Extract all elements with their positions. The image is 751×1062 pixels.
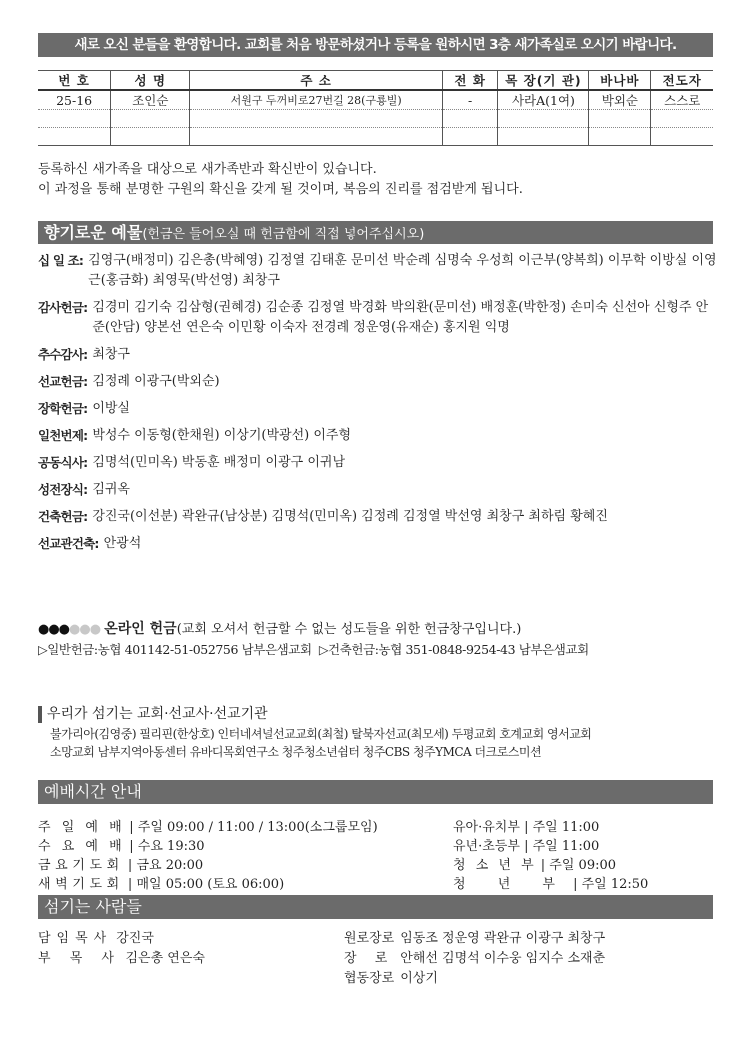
worship-item: 새벽기도회 | 매일 05:00 (토요 06:00) xyxy=(38,877,285,892)
worship-time: 주일 12:50 xyxy=(581,877,649,892)
supported-ministries xyxy=(38,706,738,761)
cell-phone xyxy=(442,128,498,146)
col-header-phone: 전 화 xyxy=(442,71,498,91)
offering-row-tithe xyxy=(38,251,718,291)
offering-label: 성전장식: xyxy=(38,482,88,497)
worship-time: 주일 11:00 xyxy=(532,839,600,854)
cell-barnabas xyxy=(589,110,651,128)
supported-ministries-title: 우리가 섬기는 교회·선교사·선교기관 xyxy=(38,706,738,723)
building-account: ▷건축헌금:농협 351-0848-9254-43 남부은샘교회 xyxy=(318,642,589,657)
offering-names: 김정례 이광구(박외순) xyxy=(92,374,220,389)
worship-banner: 예배시간 안내 xyxy=(38,780,713,804)
online-offering-title: 온라인 헌금 xyxy=(104,621,177,637)
worship-item: 청 년 부 | 주일 12:50 xyxy=(453,877,649,892)
new-member-table xyxy=(38,70,713,146)
offering-row-thousand xyxy=(38,426,718,446)
cell-number xyxy=(38,128,111,146)
cell-group: 사라A(1여) xyxy=(498,90,589,110)
supported-ministries-line: 소망교회 남부지역아동센터 유바디목회연구소 청주청소년쉼터 청주CBS 청주YMCA 더크로스미션 xyxy=(50,745,542,759)
cell-evangelist xyxy=(651,110,713,128)
col-header-number: 번 호 xyxy=(38,71,111,91)
online-offering xyxy=(38,619,738,660)
cell-name: 조인순 xyxy=(111,90,190,110)
online-offering-heading xyxy=(38,619,738,640)
online-accounts xyxy=(38,640,738,660)
cell-barnabas xyxy=(589,128,651,146)
offering-label: 일천번제: xyxy=(38,428,88,443)
welcome-banner: 새로 오신 분들을 환영합니다. 교회를 처음 방문하셨거나 등록을 원하시면 3층 새가족실로 오시기 바랍니다. xyxy=(38,33,713,57)
worship-time: 주일 09:00 / 11:00 / 13:00(소그룹모임) xyxy=(137,820,378,835)
worship-left-column xyxy=(38,818,378,894)
offering-banner xyxy=(38,221,713,244)
offering-names: 안광석 xyxy=(103,536,142,551)
col-header-group: 목 장(기 관) xyxy=(498,71,589,91)
worship-item: 유년·초등부 | 주일 11:00 xyxy=(453,839,600,854)
cell-phone xyxy=(442,110,498,128)
offering-names: 이방실 xyxy=(92,401,130,416)
offering-label: 선교관건축: xyxy=(38,536,99,551)
offering-row-meal xyxy=(38,453,718,473)
staff-names: 강진국 xyxy=(116,931,154,946)
staff-names: 안해선 김명석 이수웅 임지수 소재춘 xyxy=(400,951,606,966)
staff-item xyxy=(344,969,605,989)
general-account: ▷일반헌금:농협 401142-51-052756 남부은샘교회 xyxy=(38,642,312,657)
offering-names: 김명석(민미옥) 박동훈 배정미 이광구 이귀남 xyxy=(92,455,346,470)
table-row xyxy=(38,128,713,146)
offering-label: 장학헌금: xyxy=(38,401,88,416)
col-header-evangelist: 전도자 xyxy=(651,71,713,91)
cell-address xyxy=(190,110,442,128)
worship-time: 주일 09:00 xyxy=(549,858,617,873)
worship-item: 주 일 예 배 | 주일 09:00 / 11:00 / 13:00(소그룹모임) xyxy=(38,820,378,835)
worship-label: 유아·유치부 xyxy=(453,820,520,835)
new-member-note-2: 이 과정을 통해 분명한 구원의 확신을 갖게 될 것이며, 복음의 진리를 점검받게 됩니다. xyxy=(38,182,523,197)
staff-role: 담임목사 xyxy=(38,931,113,946)
offering-label: 공동식사: xyxy=(38,455,88,470)
table-row xyxy=(38,110,713,128)
staff-names: 이상기 xyxy=(400,971,438,986)
offering-row-mission-building xyxy=(38,534,718,554)
staff-right-column xyxy=(344,929,605,989)
offering-names: 김귀옥 xyxy=(92,482,130,497)
worship-item: 유아·유치부 | 주일 11:00 xyxy=(453,820,600,835)
cell-name xyxy=(111,128,190,146)
staff-item xyxy=(38,929,205,949)
staff-item xyxy=(344,929,605,949)
cell-number xyxy=(38,110,111,128)
offering-label: 감사헌금: xyxy=(38,300,88,315)
bullet-dots-icon: ●●●●●● xyxy=(38,622,101,637)
worship-label: 청 년 부 xyxy=(453,877,569,892)
staff-item xyxy=(38,949,205,969)
staff-names: 김은총 연은숙 xyxy=(125,951,205,966)
offering-list xyxy=(38,251,718,561)
offering-row-scholarship xyxy=(38,399,718,419)
staff-item xyxy=(344,949,605,969)
staff-role: 원로장로 xyxy=(344,931,395,946)
worship-label: 새벽기도회 xyxy=(38,877,124,892)
cell-barnabas: 박외순 xyxy=(589,90,651,110)
cell-address xyxy=(190,128,442,146)
cell-phone: - xyxy=(442,90,498,110)
table-header-row xyxy=(38,71,713,91)
offering-row-mission xyxy=(38,372,718,392)
offering-label: 십 일 조: xyxy=(38,253,84,268)
worship-time: 수요 19:30 xyxy=(137,839,205,854)
offering-names: 박성수 이동형(한채원) 이상기(박광선) 이주형 xyxy=(92,428,352,443)
worship-item: 금요기도회 | 금요 20:00 xyxy=(38,858,204,873)
worship-right-column xyxy=(453,818,648,894)
worship-item: 수 요 예 배 | 수요 19:30 xyxy=(38,839,205,854)
worship-time: 주일 11:00 xyxy=(532,820,600,835)
worship-item: 청 소 년 부 | 주일 09:00 xyxy=(453,858,617,873)
staff-role: 협동장로 xyxy=(344,971,395,986)
online-offering-desc: (교회 오셔서 헌금할 수 없는 성도들을 위한 헌금창구입니다.) xyxy=(176,622,522,637)
staff-role: 부 목 사 xyxy=(38,951,122,966)
staff-banner: 섬기는 사람들 xyxy=(38,895,713,919)
offering-subtitle: (헌금은 들어오실 때 헌금함에 직접 넣어주십시오) xyxy=(142,227,425,242)
offering-title: 향기로운 예물 xyxy=(44,223,143,242)
offering-row-harvest xyxy=(38,345,718,365)
offering-row-decoration xyxy=(38,480,718,500)
col-header-barnabas: 바나바 xyxy=(589,71,651,91)
worship-time: 금요 20:00 xyxy=(136,858,204,873)
cell-group xyxy=(498,110,589,128)
table-row xyxy=(38,90,713,110)
col-header-address: 주 소 xyxy=(190,71,442,91)
col-header-name: 성 명 xyxy=(111,71,190,91)
cell-number: 25-16 xyxy=(38,90,111,110)
cell-evangelist: 스스로 xyxy=(651,90,713,110)
worship-label: 금요기도회 xyxy=(38,858,124,873)
staff-left-column xyxy=(38,929,205,969)
worship-time: 매일 05:00 (토요 06:00) xyxy=(136,877,285,892)
staff-role: 장 로 xyxy=(344,951,395,966)
offering-names: 최창구 xyxy=(92,347,130,362)
staff-names: 임동조 정운영 곽완규 이광구 최창구 xyxy=(400,931,606,946)
offering-label: 선교헌금: xyxy=(38,374,88,389)
offering-row-building xyxy=(38,507,718,527)
worship-label: 청 소 년 부 xyxy=(453,858,537,873)
offering-label: 추수감사: xyxy=(38,347,88,362)
cell-address: 서원구 두꺼비로27번길 28(구룡빌) xyxy=(190,90,442,110)
offering-row-thanks xyxy=(38,298,718,338)
worship-label: 유년·초등부 xyxy=(453,839,520,854)
worship-label: 수 요 예 배 xyxy=(38,839,126,854)
cell-evangelist xyxy=(651,128,713,146)
cell-name xyxy=(111,110,190,128)
cell-group xyxy=(498,128,589,146)
supported-ministries-line: 불가리아(김영중) 필리핀(한상호) 인터네셔널선교교회(최철) 탈북자선교(최모세) 두평교회 호계교회 영서교회 xyxy=(50,727,592,741)
offering-names: 강진국(이선분) 곽완규(남상분) 김명석(민미옥) 김정례 김정열 박선영 최창구 최하림 황혜진 xyxy=(92,509,608,524)
offering-label: 건축헌금: xyxy=(38,509,88,524)
offering-names: 김경미 김기숙 김삼형(권혜경) 김순종 김정열 박경화 박의환(문미선) 배정훈(박한정) 손미숙 신선아 신형주 안준(안담) 양본선 연은숙 이민황 이숙자 전경례 정운영(유재순) 홍지원 익명 xyxy=(92,300,709,335)
worship-label: 주 일 예 배 xyxy=(38,820,126,835)
new-member-note-1: 등록하신 새가족을 대상으로 새가족반과 확신반이 있습니다. xyxy=(38,162,377,177)
offering-names: 김영구(배정미) 김은총(박혜영) 김정열 김태훈 문미선 박순례 심명숙 우성희 이근부(양복희) 이무학 이방실 이영근(홍금화) 최영묵(박선영) 최창구 xyxy=(88,253,717,288)
